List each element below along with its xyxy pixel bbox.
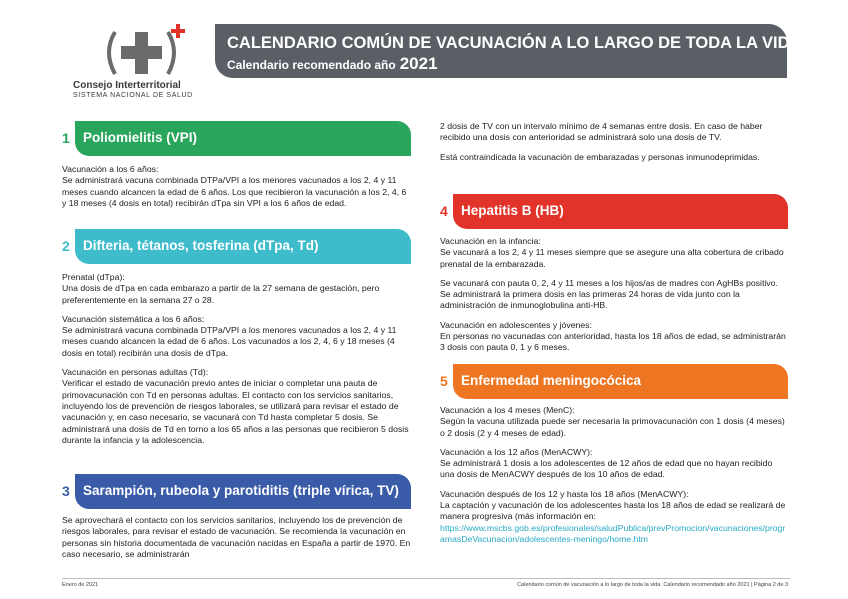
section-1-number: 1 [62, 130, 70, 146]
section-3-paragraph-1: Se aprovechará el contacto con los servicios sanitarios, incluyendo los de prevención de riesgos laborales, para revisar el estado de vacunación. Se recomienda la vacunación en personas sin historia documentada de vacunación nacidas en España a partir de 1970. En caso necesario, se administrarán [62, 515, 411, 559]
logo-org-name: Consejo Interterritorial [73, 80, 181, 91]
section-2-heading-3: Vacunación en personas adultas (Td): [62, 367, 209, 378]
section-2-body [62, 272, 411, 454]
section-5-heading-3: Vacunación después de los 12 y hasta los 18 años (MenACWY): [440, 488, 689, 499]
footer-divider [62, 578, 790, 579]
logo-org-subtitle: SISTEMA NACIONAL DE SALUD [73, 92, 193, 99]
section-5-number: 5 [440, 373, 448, 389]
section-4-header [440, 194, 788, 229]
section-3-body-left [62, 515, 411, 568]
section-4-heading-1: Vacunación en la infancia: [440, 236, 541, 246]
section-2-bar [75, 229, 411, 264]
section-2-header [62, 229, 411, 264]
section-3-bar [75, 474, 411, 509]
section-5-header [440, 364, 788, 399]
section-3-title: Sarampión, rubeola y parotiditis (triple vírica, TV) [83, 483, 399, 498]
info-link[interactable]: https://www.mscbs.gob.es/profesionales/saludPublica/prevPromocion/vacunaciones/programasDeVacunacion/adolescentes-meningo/home.htm [440, 522, 786, 544]
section-3-header [62, 474, 411, 509]
page-subtitle [227, 54, 438, 74]
section-1-title: Poliomielitis (VPI) [83, 130, 198, 145]
section-2-paragraph-2: Se administrará vacuna combinada DTPa/VPI a los menores vacunados a los 2, 4 y 11 meses cuando alcancen la edad de 6 años. Los vacunados a los 2, 4, 6 y 18 meses (4 dosis en total) recibirán una dosis de dTpa. [62, 325, 397, 358]
section-4-paragraph-1: Se vacunará a los 2, 4 y 11 meses siempre que se asegure una alta cobertura de cribado prenatal de la embarazada. [440, 247, 784, 269]
section-5-paragraph-1: Según la vacuna utilizada puede ser necesaria la primovacunación con 1 dosis (4 meses) o 2 dosis (2 y 4 meses de edad). [440, 416, 785, 438]
section-5-paragraph-3: La captación y vacunación de los adolescentes hasta los 18 años de edad se realizará de manera progresiva (más información en: [440, 500, 786, 522]
title-banner [215, 24, 802, 78]
section-4-heading-3: Vacunación en adolescentes y jóvenes: [440, 319, 592, 330]
section-4-body [440, 236, 788, 362]
section-4-paragraph-3: En personas no vacunadas con anterioridad, hasta los 18 años de edad, se administrarán 3 dosis con pauta 0, 1 y 6 meses. [440, 331, 786, 353]
section-2-paragraph-3: Verificar el estado de vacunación previo antes de iniciar o completar una pauta de primovacunación con Td en personas adultas. El contacto con los servicios sanitarios, incluyendo los de prevención de riesgos laborales, se utilizará para revisar el estado de vacunación y, en caso necesario, se vacunará con Td hasta completar 5 dosis. Se administrará una dosis de Td en torno a los 65 años a las personas que recibieron 5 dosis durante la infancia y la adolescencia. [62, 378, 409, 445]
section-1-heading-1: Vacunación a los 6 años: [62, 164, 159, 174]
section-2-number: 2 [62, 238, 70, 254]
subtitle-text: Calendario recomendado año [227, 58, 396, 72]
section-2-heading-1: Prenatal (dTpa): [62, 272, 125, 282]
section-2-title: Difteria, tétanos, tosferina (dTpa, Td) [83, 238, 319, 253]
page-title: CALENDARIO COMÚN DE VACUNACIÓN A LO LARGO DE TODA LA VIDA [227, 34, 802, 52]
section-1-header [62, 121, 411, 156]
section-1-body [62, 164, 411, 217]
section-5-heading-2: Vacunación a los 12 años (MenACWY): [440, 446, 593, 457]
subtitle-year: 2021 [399, 54, 438, 73]
section-5-paragraph-2: Se administrará 1 dosis a los adolescentes de 12 años de edad que no hayan recibido una dosis de MenACWY después de los 10 años de edad. [440, 458, 773, 480]
section-3-paragraph-3: Está contraindicada la vacunación de embarazadas y personas inmunodeprimidas. [440, 151, 760, 162]
section-4-paragraph-2: Se vacunará con pauta 0, 2, 4 y 11 meses a los hijos/as de madres con AgHBs positivo. Se administrará la primera dosis en las primeras 24 horas de vida junto con la administración de inmunoglobulina anti-HB. [440, 277, 778, 311]
section-4-title: Hepatitis B (HB) [461, 203, 564, 218]
section-4-bar [453, 194, 788, 229]
section-5-body [440, 405, 788, 553]
section-5-heading-1: Vacunación a los 4 meses (MenC): [440, 405, 575, 415]
footer-page-info: Calendario común de vacunación a lo largo de toda la vida. Calendario recomendado año 2021 | Página 2 de 3 [517, 582, 788, 588]
footer-date: Enero de 2021 [62, 582, 99, 588]
section-2-paragraph-1: Una dosis de dTpa en cada embarazo a partir de la 27 semana de gestación, pero preferentemente en la semana 27 o 28. [62, 283, 380, 305]
section-5-title: Enfermedad meningocócica [461, 373, 642, 388]
section-1-bar [75, 121, 411, 156]
section-3-body-right [440, 121, 788, 171]
section-4-number: 4 [440, 203, 448, 219]
section-5-bar [453, 364, 788, 399]
section-1-paragraph-1: Se administrará vacuna combinada DTPa/VPI a los menores vacunados a los 2, 4 y 11 meses cuando alcancen la edad de 6 años. Los que recibieron la vacunación a los 2, 4, 6 y 18 meses (4 dosis en total) recibirán dTpa sin VPI a los 6 años de edad. [62, 175, 407, 208]
section-2-heading-2: Vacunación sistemática a los 6 años: [62, 313, 205, 324]
section-3-number: 3 [62, 483, 70, 499]
section-3-paragraph-2: 2 dosis de TV con un intervalo mínimo de 4 semanas entre dosis. En caso de haber recibido una dosis con anterioridad se administrará solo una dosis de TV. [440, 121, 763, 143]
